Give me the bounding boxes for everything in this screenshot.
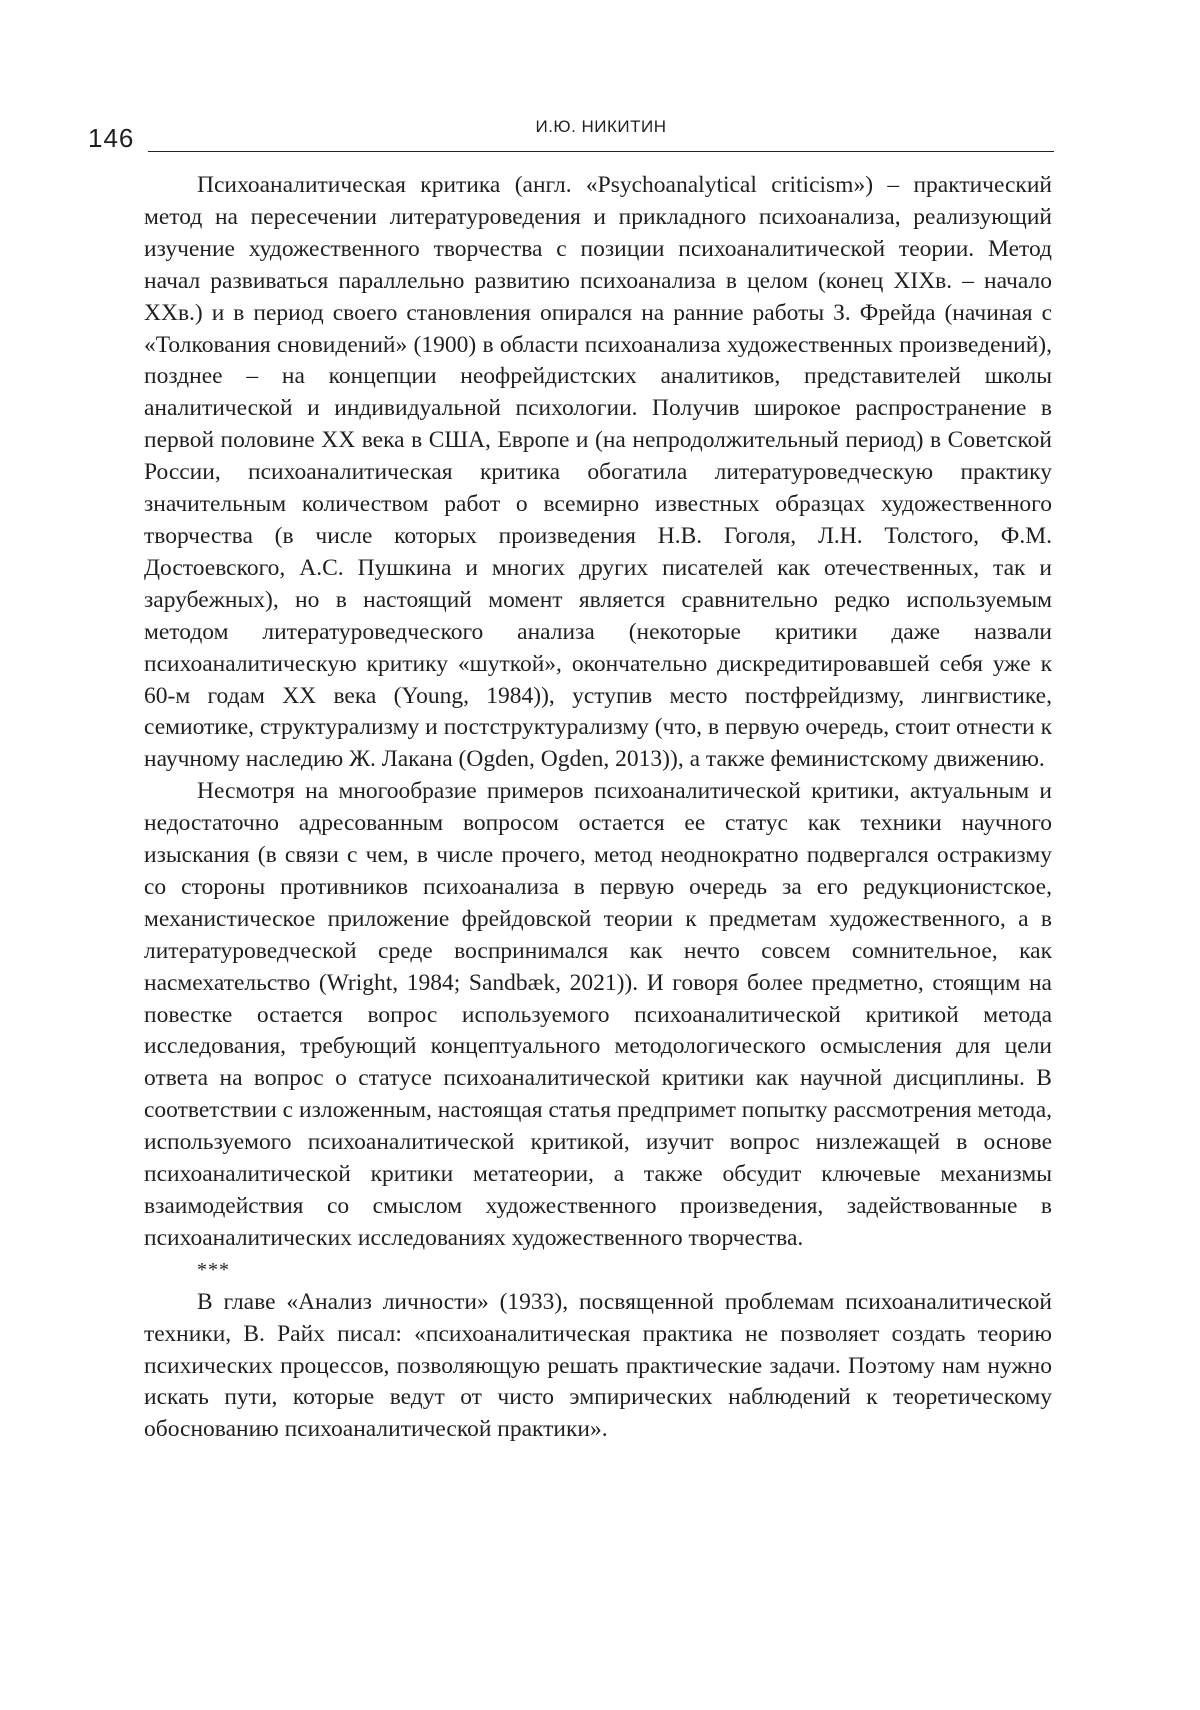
page-number: 146 [88,123,135,153]
header-divider [148,151,1054,152]
body-paragraph-3: В главе «Анализ личности» (1933), посвященной проблемам психоаналитической техники, В. Райх писал: «психоаналитическая практика не позволяет создать теорию психических процессов, позволяющую решать практические задачи. Поэтому нам нужно искать пути, которые ведут от чисто эмпирических наблюдений к теоретическому обоснованию психоаналитической практики». [144,1288,1052,1443]
article-body [144,170,1052,1446]
body-paragraph-2: Несмотря на многообразие примеров психоаналитической критики, актуальным и недостаточно адресованным вопросом остается ее статус как техники научного изыскания (в связи с чем, в числе прочего, метод неоднократно подвергался остракизму со стороны противников психоанализа в первую очередь за его редукционистское, механистическое приложение фрейдовской теории к предметам художественного, а в литературоведческой среде воспринимался как нечто совсем сомнительное, как насмехательство (Wright, 1984; Sandbæk, 2021)). И говоря более предметно, стоящим на повестке остается вопрос используемого психоаналитической критикой метода исследования, требующий концептуального методологического осмысления для цели ответа на вопрос о статусе психоаналитической критики как научной дисциплины. В соответствии с изложенным, настоящая статья предпримет попытку рассмотрения метода, используемого психоаналитической критикой, изучит вопрос низлежащей в основе психоаналитической критики метатеории, а также обсудит ключевые механизмы взаимодействия со смыслом художественного произведения, задействованные в психоаналитических исследованиях художественного творчества. [144,778,1052,1251]
running-head-author: И.Ю. НИКИТИН [535,117,667,136]
section-separator: *** [197,1258,230,1281]
body-paragraph-1: Психоаналитическая критика (англ. «Psychoanalytical criticism») – практический метод на пересечении литературоведения и прикладного психоанализа, реализующий изучение художественного творчества с позиции психоаналитической теории. Метод начал развиваться параллельно развитию психоанализа в целом (конец XIXв. – начало XXв.) и в период своего становления опирался на ранние работы З. Фрейда (начиная с «Толкования сновидений» (1900) в области психоанализа художественных произведений), позднее – на концепции неофрейдистских аналитиков, представителей школы аналитической и индивидуальной психологии. Получив широкое распространение в первой половине XX века в США, Европе и (на непродолжительный период) в Советской России, психоаналитическая критика обогатила литературоведческую практику значительным количеством работ о всемирно известных образцах художественного творчества (в числе которых произведения Н.В. Гоголя, Л.Н. Толстого, Ф.М. Достоевского, А.С. Пушкина и многих других писателей как отечественных, так и зарубежных), но в настоящий момент является сравнительно редко используемым методом литературоведческого анализа (некоторые критики даже назвали психоаналитическую критику «шуткой», окончательно дискредитировавшей себя уже к 60-м годам XX века (Young, 1984)), уступив место постфрейдизму, лингвистике, семиотике, структурализму и постструктурализму (что, в первую очередь, стоит отнести к научному наследию Ж. Лакана (Ogden, Ogden, 2013)), а также феминистскому движению. [144,172,1052,773]
